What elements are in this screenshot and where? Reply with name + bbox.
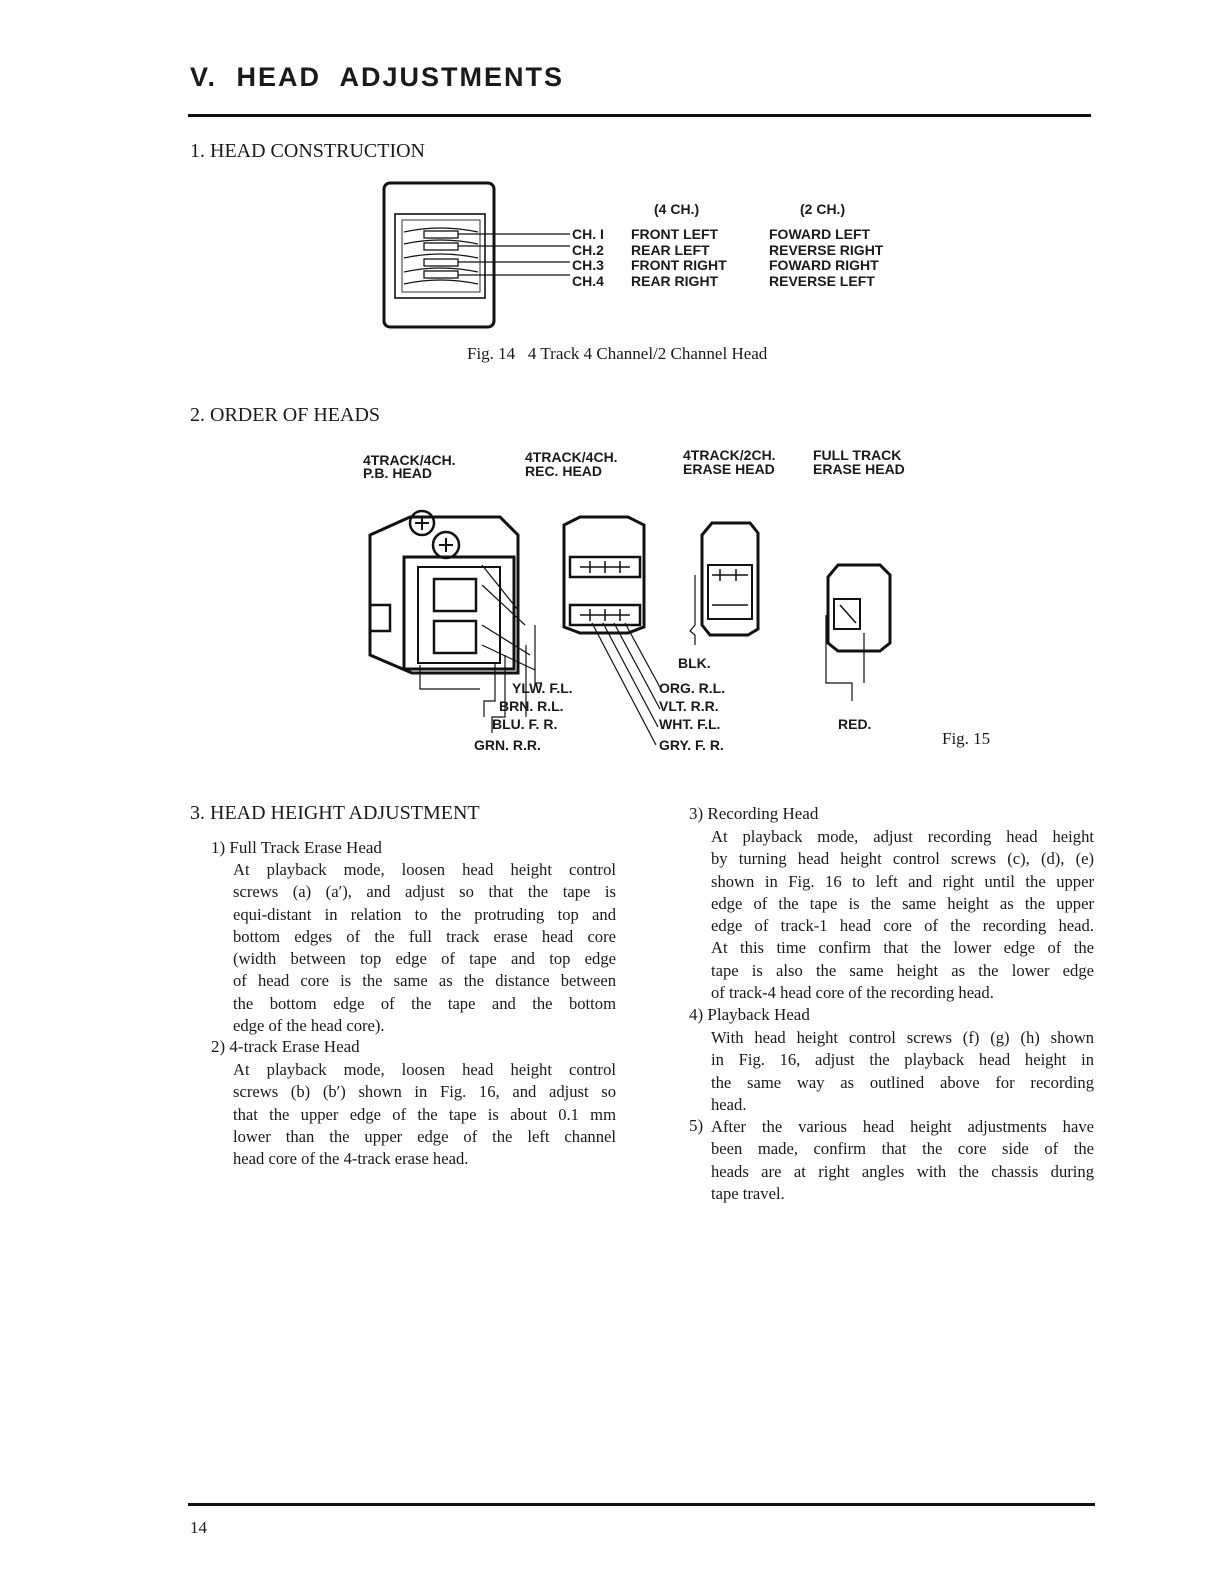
text-line: At playback mode, adjust recording head height	[711, 827, 1094, 846]
text-line: the same way as outlined above for recording	[711, 1072, 1094, 1092]
text-line: (width between top edge of tape and top edge	[233, 949, 616, 969]
section-heading-head-construction: 1. HEAD CONSTRUCTION	[190, 140, 425, 162]
text-line: of head core is the same as the distance between	[233, 971, 616, 991]
head-construction-diagram	[380, 180, 580, 332]
wire-label-rec: VLT. R.R.	[659, 698, 719, 714]
text-line: in Fig. 16, adjust the playback head height in	[711, 1050, 1094, 1070]
text-line: With head height control screws (f) (g) (h) shown	[711, 1028, 1094, 1047]
step-5-number: 5)	[689, 1116, 704, 1135]
channel-2ch-assignment: FOWARD LEFT	[769, 226, 871, 242]
channel-2ch-assignment: REVERSE RIGHT	[769, 242, 884, 258]
channel-label: CH. I	[572, 226, 604, 242]
channel-4ch-assignment: FRONT RIGHT	[631, 257, 727, 273]
wire-label-rec: ORG. R.L.	[659, 680, 726, 696]
text-line: At playback mode, loosen head height control	[233, 860, 616, 879]
wire-label-rec: GRY. F. R.	[659, 737, 724, 753]
column-header-4ch: (4 CH.)	[654, 201, 700, 217]
head-title-line1: 4TRACK/2CH.	[683, 447, 776, 463]
wire-label-pb: BLU. F. R.	[492, 716, 558, 732]
step-1-heading: 1) Full Track Erase Head	[211, 838, 382, 857]
channel-label: CH.4	[572, 273, 604, 289]
channel-2ch-assignment: FOWARD RIGHT	[769, 257, 879, 273]
head-title-line1: 4TRACK/4CH.	[525, 449, 618, 465]
channel-4ch-assignment: REAR RIGHT	[631, 273, 719, 289]
erase-head-4track-drawing	[690, 523, 758, 645]
text-line: the bottom edge of the tape and the bottom	[233, 993, 616, 1013]
figure-14-caption: Fig. 14 4 Track 4 Channel/2 Channel Head	[467, 344, 768, 363]
head-title-line1: FULL TRACK	[813, 447, 902, 463]
step-4-heading: 4) Playback Head	[689, 1005, 810, 1024]
text-line: At this time confirm that the lower edge of the	[711, 938, 1094, 958]
wire-label-erase-4track: BLK.	[678, 655, 711, 671]
figure-15-caption: Fig. 15	[942, 729, 991, 748]
text-line: screws (b) (b′) shown in Fig. 16, and adjust so	[233, 1082, 616, 1102]
wire-label-pb: GRN. R.R.	[474, 737, 541, 753]
text-line: head.	[711, 1094, 747, 1114]
step-5-text	[711, 1116, 1094, 1205]
text-line: tape is also the same height as the lower edge	[711, 960, 1094, 980]
text-line: been made, confirm that the core side of the	[711, 1139, 1094, 1159]
step-2-text	[233, 1059, 616, 1170]
page-title: V. HEAD ADJUSTMENTS	[190, 62, 565, 92]
channel-label: CH.3	[572, 257, 604, 273]
section-heading-head-height-adjustment: 3. HEAD HEIGHT ADJUSTMENT	[190, 802, 480, 824]
wire-label-pb: YLW. F.L.	[512, 680, 573, 696]
text-line: screws (a) (a′), and adjust so that the tape is	[233, 882, 616, 902]
text-line: of track-4 head core of the recording head.	[711, 983, 994, 1003]
channel-4ch-assignment: REAR LEFT	[631, 242, 710, 258]
record-head-drawing	[564, 517, 662, 745]
page-number: 14	[190, 1518, 207, 1537]
text-line: tape travel.	[711, 1183, 785, 1203]
wire-label-rec: WHT. F.L.	[659, 716, 721, 732]
head-title-line1: 4TRACK/4CH.	[363, 452, 456, 468]
text-line: bottom edges of the full track erase head core	[233, 926, 616, 946]
head-title-line2: ERASE HEAD	[683, 461, 775, 477]
step-2-heading: 2) 4-track Erase Head	[211, 1037, 360, 1056]
channel-label: CH.2	[572, 242, 604, 258]
section-heading-order-of-heads: 2. ORDER OF HEADS	[190, 404, 381, 426]
step-3-text	[711, 826, 1094, 1004]
step-1-text	[233, 859, 616, 1037]
head-title-line2: ERASE HEAD	[813, 461, 905, 477]
order-of-heads-diagram	[360, 505, 920, 755]
text-line: edge of the head core).	[233, 1016, 385, 1036]
head-title-line2: P.B. HEAD	[363, 465, 432, 481]
text-line: shown in Fig. 16 to left and right until the upper	[711, 871, 1094, 891]
step-3-heading: 3) Recording Head	[689, 804, 819, 823]
text-line: by turning head height control screws (c), (d), (e)	[711, 849, 1094, 869]
wire-label-pb: BRN. R.L.	[499, 698, 564, 714]
head-title-line2: REC. HEAD	[525, 463, 603, 479]
text-line: equi-distant in relation to the protruding top and	[233, 904, 616, 924]
erase-head-full-track-drawing	[826, 565, 890, 701]
text-line: lower than the upper edge of the left channel	[233, 1126, 616, 1146]
channel-2ch-assignment: REVERSE LEFT	[769, 273, 875, 289]
text-line: edge of track-1 head core of the recording head.	[711, 916, 1094, 936]
text-line: that the upper edge of the tape is about 0.1 mm	[233, 1104, 616, 1124]
text-line: heads are at right angles with the chassis during	[711, 1161, 1094, 1181]
footer-rule	[188, 1503, 1095, 1506]
text-line: head core of the 4-track erase head.	[233, 1149, 469, 1169]
channel-4ch-assignment: FRONT LEFT	[631, 226, 719, 242]
wire-label-full-track: RED.	[838, 716, 872, 732]
text-line: edge of the tape is the same height as the upper	[711, 893, 1094, 913]
text-line: At playback mode, loosen head height control	[233, 1060, 616, 1079]
title-rule	[188, 114, 1091, 117]
column-header-2ch: (2 CH.)	[800, 201, 846, 217]
text-line: After the various head height adjustments have	[711, 1117, 1094, 1136]
step-4-text	[711, 1027, 1094, 1116]
